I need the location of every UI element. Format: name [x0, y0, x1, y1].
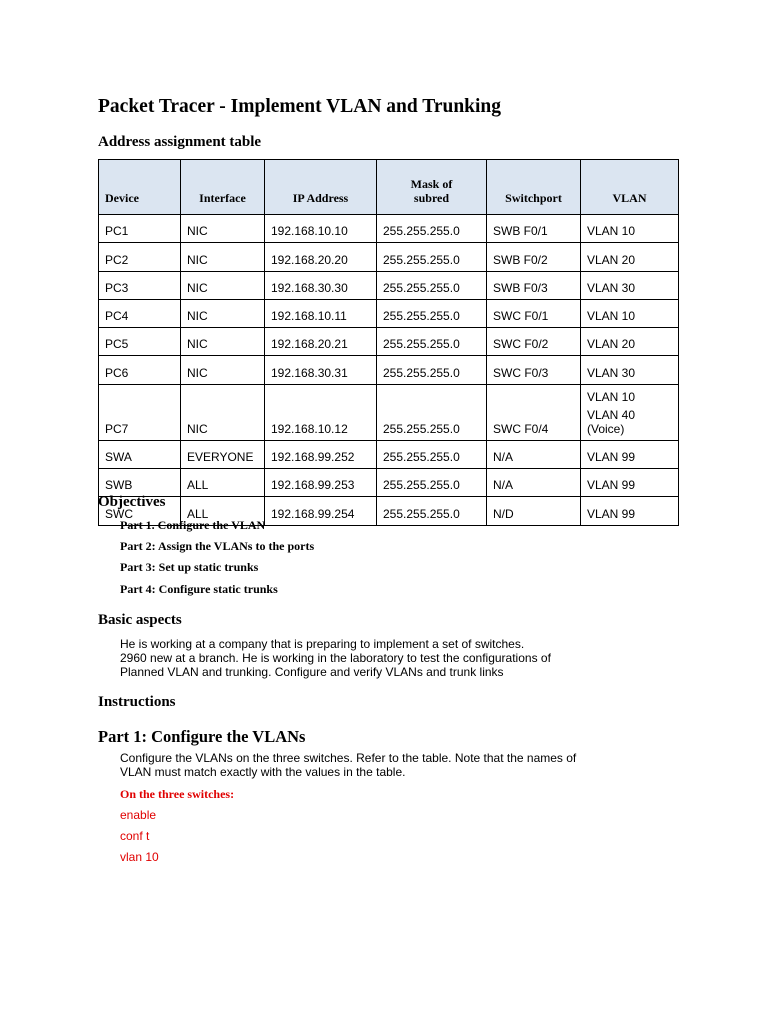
cell-switchport: SWC F0/2 [487, 328, 581, 356]
cell-switchport: SWC F0/4 [487, 384, 581, 440]
table-header-row [99, 160, 679, 215]
part1-line-1: Configure the VLANs on the three switches. Refer to the table. Note that the names of [120, 751, 577, 765]
cell-device: PC3 [99, 271, 181, 299]
cell-device: PC7 [99, 384, 181, 440]
cell-device: PC5 [99, 328, 181, 356]
header-interface: Interface [181, 160, 265, 215]
header-ip-address: IP Address [265, 160, 377, 215]
cell-switchport: SWB F0/2 [487, 243, 581, 271]
objective-part-4: Part 4: Configure static trunks [120, 582, 278, 596]
cell-mask: 255.255.255.0 [377, 384, 487, 440]
cell-device: SWB [99, 469, 181, 497]
cell-switchport: SWB F0/3 [487, 271, 581, 299]
table-row [99, 215, 679, 243]
command-conf-t: conf t [120, 829, 150, 843]
cell-ip: 192.168.10.12 [265, 384, 377, 440]
vlan-line: (Voice) [587, 421, 625, 436]
cell-vlan: VLAN 99 [581, 440, 679, 468]
basic-aspects-line-3: Planned VLAN and trunking. Configure and verify VLANs and trunk links [120, 665, 504, 679]
header-device: Device [99, 160, 181, 215]
objective-part-1: Part 1. Configure the VLAN [120, 518, 266, 532]
table-row [99, 271, 679, 299]
cell-ip: 192.168.30.31 [265, 356, 377, 384]
header-mask-line1: Mask of [410, 177, 453, 191]
cell-interface: ALL [181, 497, 265, 525]
vlan-line: VLAN 10 [587, 389, 636, 404]
cell-mask: 255.255.255.0 [377, 271, 487, 299]
cell-device: PC1 [99, 215, 181, 243]
cell-mask: 255.255.255.0 [377, 328, 487, 356]
cell-ip: 192.168.10.11 [265, 299, 377, 327]
vlan-line: VLAN 40 [587, 407, 636, 422]
table-row-pc7 [99, 384, 679, 440]
cell-interface: NIC [181, 356, 265, 384]
cell-vlan: VLAN 99 [581, 497, 679, 525]
basic-aspects-heading: Basic aspects [98, 612, 182, 628]
basic-aspects-line-1: He is working at a company that is preparing to implement a set of switches. [120, 637, 525, 651]
cell-vlan-multi [581, 384, 679, 440]
cell-interface: NIC [181, 328, 265, 356]
cell-interface: EVERYONE [181, 440, 265, 468]
cell-device: PC2 [99, 243, 181, 271]
table-row [99, 440, 679, 468]
instructions-heading: Instructions [98, 694, 176, 710]
cell-mask: 255.255.255.0 [377, 243, 487, 271]
cell-mask: 255.255.255.0 [377, 440, 487, 468]
cell-vlan: VLAN 10 [581, 299, 679, 327]
page-title: Packet Tracer - Implement VLAN and Trunking [98, 96, 502, 117]
part1-line-2: VLAN must match exactly with the values in the table. [120, 765, 406, 779]
table-row [99, 356, 679, 384]
table-row [99, 243, 679, 271]
cell-vlan: VLAN 30 [581, 356, 679, 384]
cell-device: PC4 [99, 299, 181, 327]
cell-switchport: N/D [487, 497, 581, 525]
objective-part-2: Part 2: Assign the VLANs to the ports [120, 539, 315, 553]
cell-interface: NIC [181, 243, 265, 271]
table-heading: Address assignment table [98, 134, 262, 150]
cell-device: PC6 [99, 356, 181, 384]
cell-device: SWA [99, 440, 181, 468]
cell-switchport: SWC F0/3 [487, 356, 581, 384]
cell-vlan: VLAN 20 [581, 243, 679, 271]
cell-ip: 192.168.99.254 [265, 497, 377, 525]
table-row [99, 328, 679, 356]
cell-ip: 192.168.99.253 [265, 469, 377, 497]
objective-part-3: Part 3: Set up static trunks [120, 560, 259, 574]
address-assignment-table [98, 159, 679, 526]
command-enable: enable [120, 808, 157, 822]
basic-aspects-line-2: 2960 new at a branch. He is working in the laboratory to test the configurations of [120, 651, 551, 665]
cell-switchport: SWC F0/1 [487, 299, 581, 327]
objectives-heading: Objectives [98, 494, 166, 510]
cell-interface: NIC [181, 215, 265, 243]
cell-vlan: VLAN 99 [581, 469, 679, 497]
cell-vlan: VLAN 30 [581, 271, 679, 299]
cell-ip: 192.168.20.20 [265, 243, 377, 271]
header-vlan: VLAN [581, 160, 679, 215]
cell-switchport: N/A [487, 469, 581, 497]
cell-interface: NIC [181, 271, 265, 299]
header-switchport: Switchport [487, 160, 581, 215]
cell-switchport: SWB F0/1 [487, 215, 581, 243]
part1-heading: Part 1: Configure the VLANs [98, 727, 306, 746]
table-row [99, 299, 679, 327]
cell-mask: 255.255.255.0 [377, 215, 487, 243]
header-mask [377, 160, 487, 215]
cell-interface: ALL [181, 469, 265, 497]
three-switches-label: On the three switches: [120, 787, 235, 801]
cell-ip: 192.168.20.21 [265, 328, 377, 356]
cell-vlan: VLAN 10 [581, 215, 679, 243]
cell-device: SWC [99, 497, 181, 525]
table-row [99, 469, 679, 497]
cell-mask: 255.255.255.0 [377, 469, 487, 497]
cell-mask: 255.255.255.0 [377, 497, 487, 525]
cell-ip: 192.168.30.30 [265, 271, 377, 299]
cell-ip: 192.168.10.10 [265, 215, 377, 243]
cell-switchport: N/A [487, 440, 581, 468]
cell-ip: 192.168.99.252 [265, 440, 377, 468]
command-vlan-10: vlan 10 [120, 850, 159, 864]
cell-mask: 255.255.255.0 [377, 356, 487, 384]
header-mask-line2: subred [413, 191, 450, 205]
cell-vlan: VLAN 20 [581, 328, 679, 356]
cell-interface: NIC [181, 299, 265, 327]
cell-interface: NIC [181, 384, 265, 440]
cell-mask: 255.255.255.0 [377, 299, 487, 327]
